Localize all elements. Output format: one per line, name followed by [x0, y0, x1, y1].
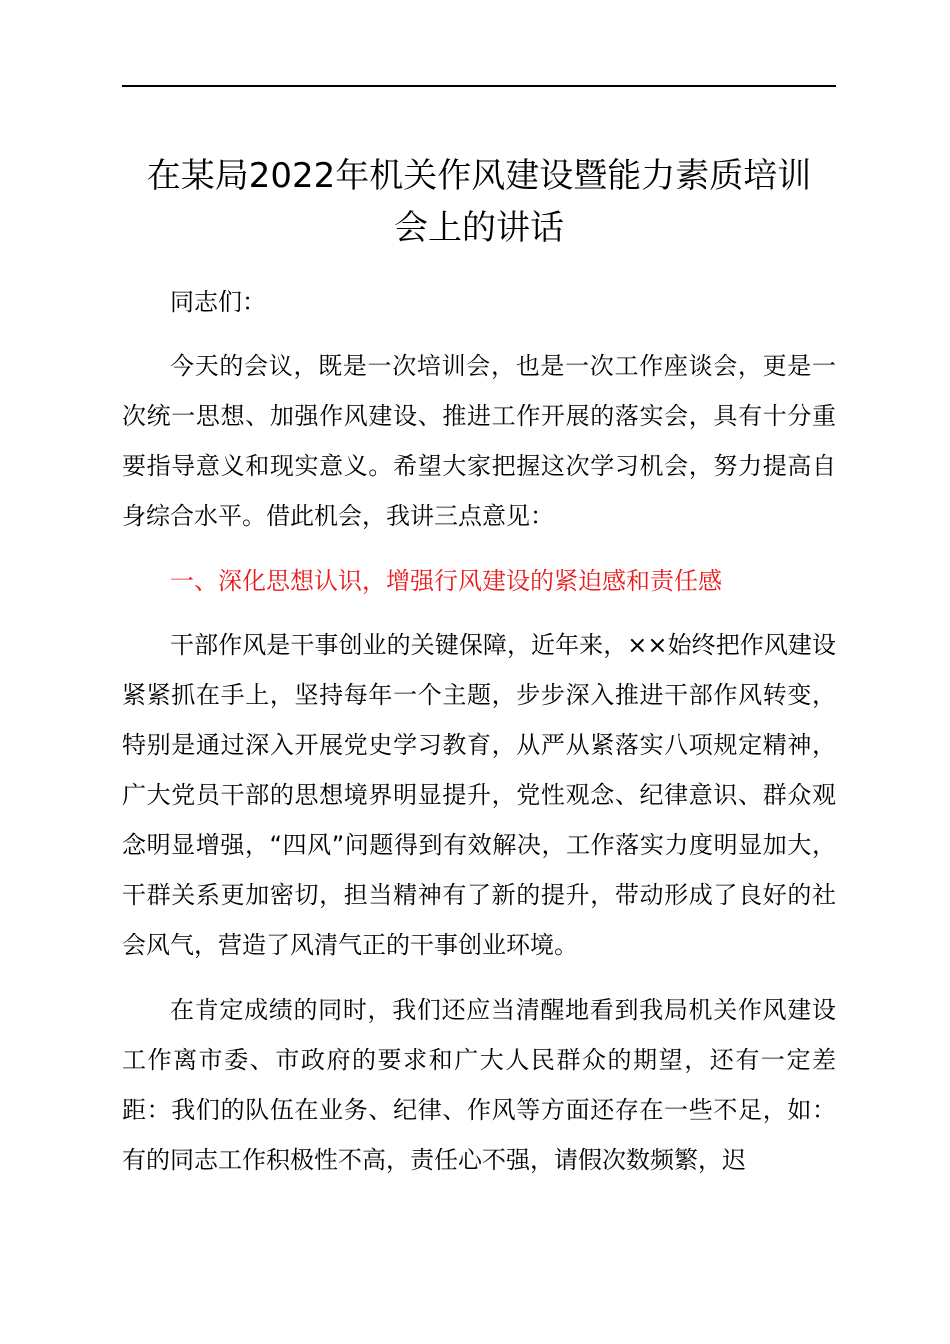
- section-heading-1: 一、深化思想认识，增强行风建设的紧迫感和责任感: [170, 567, 722, 595]
- document-title: [110, 150, 848, 254]
- title-line-2: 会上的讲话: [394, 208, 564, 248]
- header-rule: [122, 85, 836, 87]
- paragraph-shortcomings: 在肯定成绩的同时，我们还应当清醒地看到我局机关作风建设工作离市委、市政府的要求和广大人民群众的期望，还有一定差距：我们的队伍在业务、纪律、作风等方面还存在一些不足，如：有的同志工作积极性不高，责任心不强，请假次数频繁，迟: [122, 996, 836, 1174]
- paragraph-achievements: 干部作风是干事创业的关键保障，近年来，××始终把作风建设紧紧抓在手上，坚持每年一个主题，步步深入推进干部作风转变，特别是通过深入开展党史学习教育，从严从紧落实八项规定精神，广大党员干部的思想境界明显提升，党性观念、纪律意识、群众观念明显增强，“四风”问题得到有效解决，工作落实力度明显加大，干群关系更加密切，担当精神有了新的提升，带动形成了良好的社会风气，营造了风清气正的干事创业环境。: [122, 631, 836, 959]
- title-line-1: 在某局2022年机关作风建设暨能力素质培训: [146, 156, 812, 196]
- salutation: 同志们：: [170, 288, 266, 316]
- paragraph-intro: 今天的会议，既是一次培训会，也是一次工作座谈会，更是一次统一思想、加强作风建设、推进工作开展的落实会，具有十分重要指导意义和现实意义。希望大家把握这次学习机会，努力提高自身综合水平。借此机会，我讲三点意见：: [122, 352, 836, 530]
